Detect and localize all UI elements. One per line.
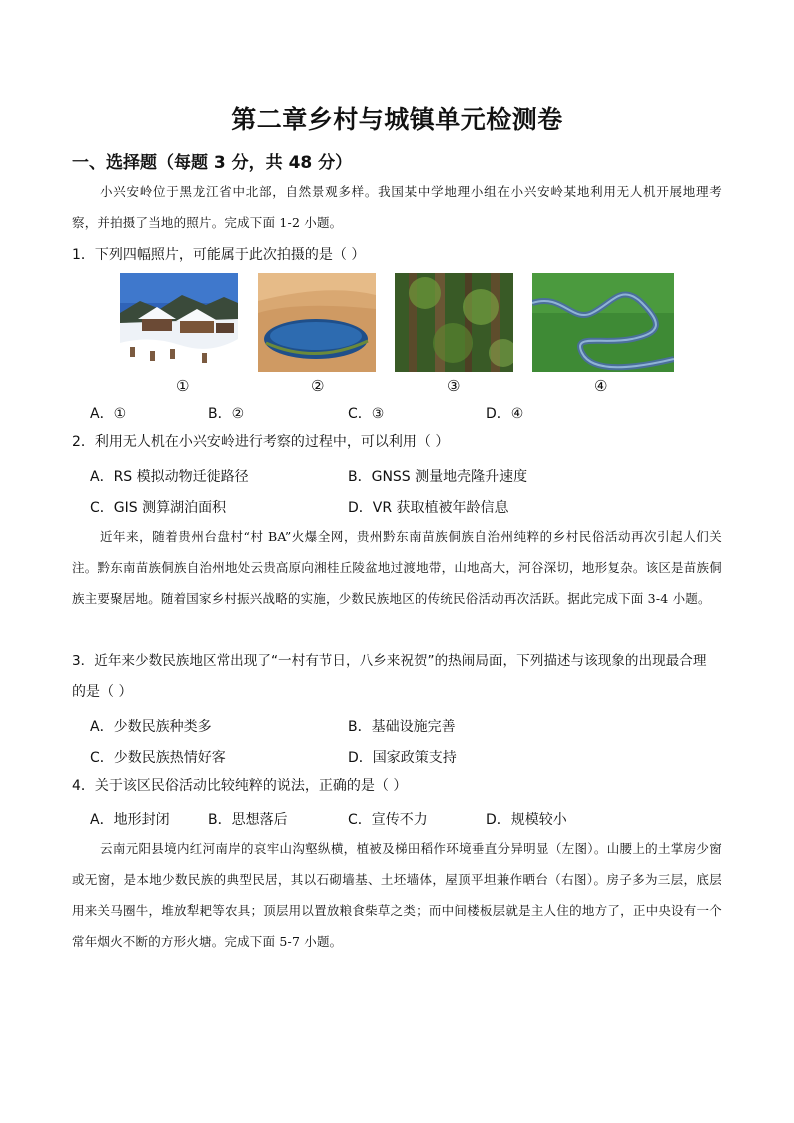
q4-option-b: B．思想落后 [208, 812, 288, 828]
q3-option-b: B．基础设施完善 [348, 719, 456, 735]
question-4-stem: 4．关于该区民俗活动比较纯粹的说法，正确的是（ ） [72, 778, 408, 794]
page-title: 第二章乡村与城镇单元检测卷 [231, 105, 563, 134]
passage-2: 近年来，随着贵州台盘村“村 BA”火爆全网，贵州黔东南苗族侗族自治州纯粹的乡村民俗活动再次引起人们关注。黔东南苗族侗族自治州地处云贵高原向湘桂丘陵盆地过渡地带，山地高大，河谷深切，地形复杂。该区是苗族侗族主要聚居地。随着国家乡村振兴战略的实施，少数民族地区的传统民俗活动再次活跃。据此完成下面 3-4 小题。 [72, 529, 722, 606]
caption-4: ④ [594, 377, 608, 395]
question-1-stem: 1．下列四幅照片，可能属于此次拍摄的是（ ） [72, 247, 366, 263]
q2-option-a: A．RS 模拟动物迁徙路径 [90, 469, 249, 485]
q2-option-d: D．VR 获取植被年龄信息 [348, 500, 509, 516]
passage-1: 小兴安岭位于黑龙江省中北部，自然景观多样。我国某中学地理小组在小兴安岭某地利用无人机开展地理考察，并拍摄了当地的照片。完成下面 1-2 小题。 [72, 184, 722, 230]
caption-3: ③ [447, 377, 461, 395]
passage-3: 云南元阳县境内红河南岸的哀牢山沟壑纵横，植被及梯田稻作环境垂直分异明显（左图）。山腰上的土掌房少窗或无窗，是本地少数民族的典型民居，其以石砌墙基、土坯墙体，屋顶平坦兼作晒台（右图）。房子多为三层，底层用来关马圈牛，堆放犁耙等农具；顶层用以置放粮食柴草之类；而中间楼板层就是主人住的地方了，正中央设有一个常年烟火不断的方形火塘。完成下面 5-7 小题。 [72, 841, 722, 949]
question-2-stem: 2．利用无人机在小兴安岭进行考察的过程中，可以利用（ ） [72, 434, 450, 450]
photo-desert-lake [258, 273, 376, 372]
photo-snow-village [120, 273, 238, 372]
q1-option-c: C．③ [348, 406, 385, 422]
question-3-stem-line1: 3．近年来少数民族地区常出现了“一村有节日，八乡来祝贺”的热闹局面，下列描述与该现象的出现最合理 [72, 653, 707, 669]
q3-option-a: A．少数民族种类多 [90, 719, 212, 735]
caption-2: ② [311, 377, 325, 395]
photo-grassland-river [532, 273, 674, 372]
q3-option-c: C．少数民族热情好客 [90, 750, 226, 766]
q1-option-b: B．② [208, 406, 245, 422]
q2-option-b: B．GNSS 测量地壳隆升速度 [348, 469, 528, 485]
q2-option-c: C．GIS 测算湖泊面积 [90, 500, 227, 516]
q3-option-d: D．国家政策支持 [348, 750, 457, 766]
q1-option-a: A．① [90, 406, 127, 422]
q1-option-d: D．④ [486, 406, 524, 422]
caption-1: ① [176, 377, 190, 395]
q4-option-c: C．宣传不力 [348, 812, 428, 828]
photo-forest [395, 273, 513, 372]
q4-option-a: A．地形封闭 [90, 812, 170, 828]
section-heading: 一、选择题（每题 3 分，共 48 分） [72, 153, 353, 173]
q4-option-d: D．规模较小 [486, 812, 567, 828]
question-3-stem-line2: 的是（ ） [72, 684, 133, 700]
